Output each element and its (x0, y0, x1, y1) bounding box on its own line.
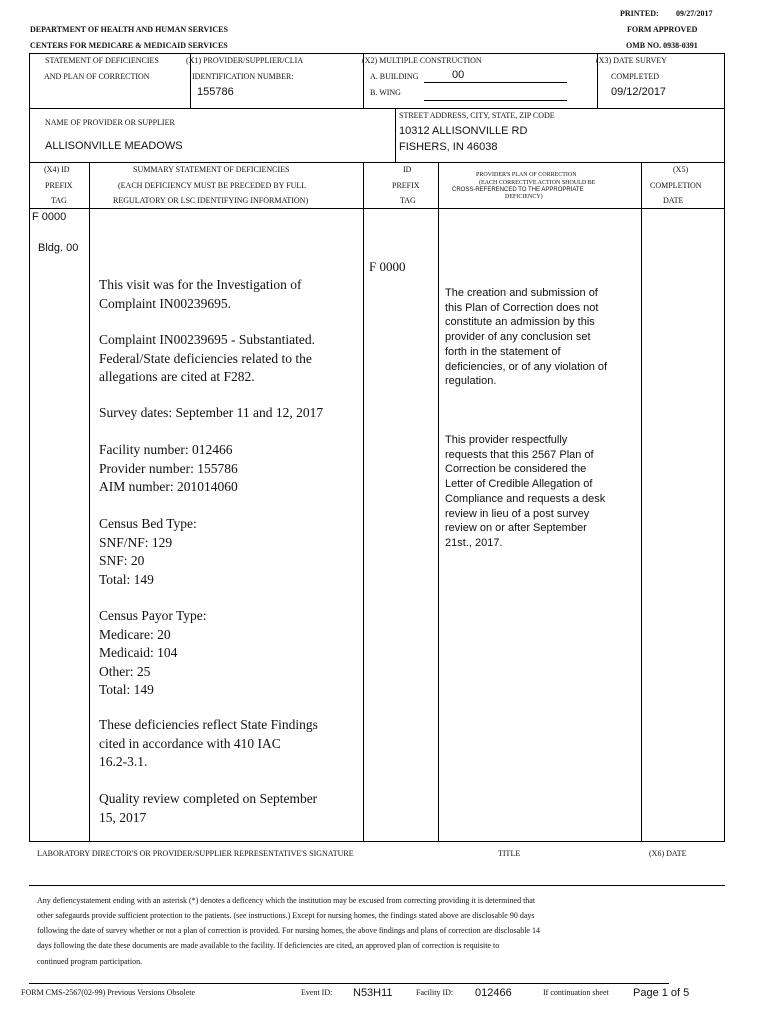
x1-id-label: IDENTIFICATION NUMBER: (192, 72, 294, 81)
wing-label: B. WING (370, 88, 401, 97)
form-number: FORM CMS-2567(02-99) Previous Versions Obsolete (21, 988, 196, 997)
signature-label: LABORATORY DIRECTOR'S OR PROVIDER/SUPPLIER REPRESENTATIVE'S SIGNATURE (37, 849, 354, 858)
poc-disclaimer: The creation and submission of this Plan of Correction does not constitute an admission by this provider of any conclusion set forth in the statement of deficiencies, or of any violation of regulation. (445, 287, 608, 388)
provider-name: ALLISONVILLE MEADOWS (45, 140, 183, 152)
printed-date: 09/27/2017 (676, 9, 713, 18)
disclaimer-line-3: following the date of survey whether or not a plan of correction is provided. For nursing homes, the above findings and plans of correction are disclosable 14 (37, 926, 540, 935)
provider-name-label: NAME OF PROVIDER OR SUPPLIER (45, 118, 175, 127)
statement-label: STATEMENT OF DEFICIENCIES (45, 56, 159, 65)
completed-label: COMPLETED (611, 72, 659, 81)
disclaimer-line-5: continued program participation. (37, 957, 143, 966)
poc-instruction-3: DEFICIENCY) (505, 194, 543, 200)
x4-id-label: (X4) ID (44, 165, 70, 174)
x2-label: (X2) MULTIPLE CONSTRUCTION (362, 56, 482, 65)
department-title: DEPARTMENT OF HEALTH AND HUMAN SERVICES (30, 25, 228, 34)
tag-label: TAG (400, 196, 416, 205)
poc-title: PROVIDER'S PLAN OF CORRECTION (476, 172, 577, 178)
building-label: A. BUILDING (370, 72, 419, 81)
provider-number: 155786 (197, 86, 234, 98)
id-label: ID (403, 165, 412, 174)
disclaimer-line-1: Any defiencystatement ending with an asterisk (*) denotes a deficency which the institution may be excused from correcting providing it is determined that (37, 896, 536, 905)
disclaimer-line-2: other safegaurds provide sufficient protection to the patients. (see instructions.) Except for nursing homes, the findings stated above are disclosable 90 days (37, 911, 535, 920)
quality-review: Quality review completed on September 15, 2017 (99, 791, 318, 825)
summary-regulatory: REGULATORY OR LSC IDENTIFYING INFORMATION) (113, 196, 309, 205)
form-approved: FORM APPROVED (627, 25, 698, 34)
facility-id-value: 012466 (475, 987, 512, 999)
poc-request: This provider respectfully requests that this 2567 Plan of Correction be considered the Letter of Credible Allegation of Compliance and requests a desk review in lieu of a post survey review on or after September 21st., 2017. (445, 434, 606, 549)
continuation-label: If continuation sheet (543, 988, 609, 997)
summary-instruction: (EACH DEFICIENCY MUST BE PRECEDED BY FULL (118, 181, 307, 190)
x3-label: (X3) DATE SURVEY (596, 56, 667, 65)
omb-number: OMB NO. 0938-0391 (626, 41, 698, 50)
facility-numbers: Facility number: 012466 Provider number: 155786 AIM number: 201014060 (99, 442, 238, 494)
left-tag: F 0000 (32, 211, 67, 223)
title-label: TITLE (498, 849, 521, 858)
centers-title: CENTERS FOR MEDICARE & MEDICAID SERVICES (30, 41, 228, 50)
visit-paragraph: This visit was for the Investigation of Complaint IN00239695. (99, 277, 302, 311)
address-label: STREET ADDRESS, CITY, STATE, ZIP CODE (399, 111, 555, 120)
disclaimer-line-4: days following the date these documents are made available to the facility. If deficiencies are cited, an approved plan of correction is requisite to (37, 941, 500, 950)
census-payor-type: Census Payor Type: Medicare: 20 Medicaid: 104 Other: 25 Total: 149 (99, 608, 207, 697)
x6-date-label: (X6) DATE (649, 849, 687, 858)
building-value: 00 (452, 69, 465, 81)
x4-prefix-label: PREFIX (45, 181, 73, 190)
event-id-label: Event ID: (301, 988, 333, 997)
poc-instruction-2: CROSS-REFERENCED TO THE APPROPRIATE (452, 187, 584, 193)
survey-date: 09/12/2017 (611, 86, 667, 98)
right-tag: F 0000 (369, 259, 406, 274)
plan-label: AND PLAN OF CORRECTION (44, 72, 150, 81)
survey-dates: Survey dates: September 11 and 12, 2017 (99, 405, 324, 420)
poc-instruction-1: (EACH CORRECTIVE ACTION SHOULD BE (479, 180, 596, 186)
completion-label: COMPLETION (650, 181, 702, 190)
state-findings: These deficiencies reflect State Findings cited in accordance with 410 IAC 16.2-3.1. (99, 717, 318, 769)
page-number: Page 1 of 5 (633, 987, 690, 999)
address-line-2: FISHERS, IN 46038 (399, 141, 498, 153)
printed-label: PRINTED: (620, 9, 659, 18)
date-label: DATE (663, 196, 684, 205)
prefix-label: PREFIX (392, 181, 420, 190)
complaint-paragraph: Complaint IN00239695 - Substantiated. Federal/State deficiencies related to the allegations are cited at F282. (99, 332, 315, 384)
census-bed-type: Census Bed Type: SNF/NF: 129 SNF: 20 Total: 149 (99, 516, 197, 587)
event-id-value: N53H11 (353, 987, 393, 999)
x5-label: (X5) (673, 165, 689, 174)
building-tag: Bldg. 00 (38, 242, 79, 254)
facility-id-label: Facility ID: (416, 988, 454, 997)
summary-title: SUMMARY STATEMENT OF DEFICIENCIES (133, 165, 290, 174)
x4-tag-label: TAG (51, 196, 67, 205)
x1-label: (X1) PROVIDER/SUPPLIER/CLIA (186, 56, 304, 65)
address-line-1: 10312 ALLISONVILLE RD (399, 125, 528, 137)
